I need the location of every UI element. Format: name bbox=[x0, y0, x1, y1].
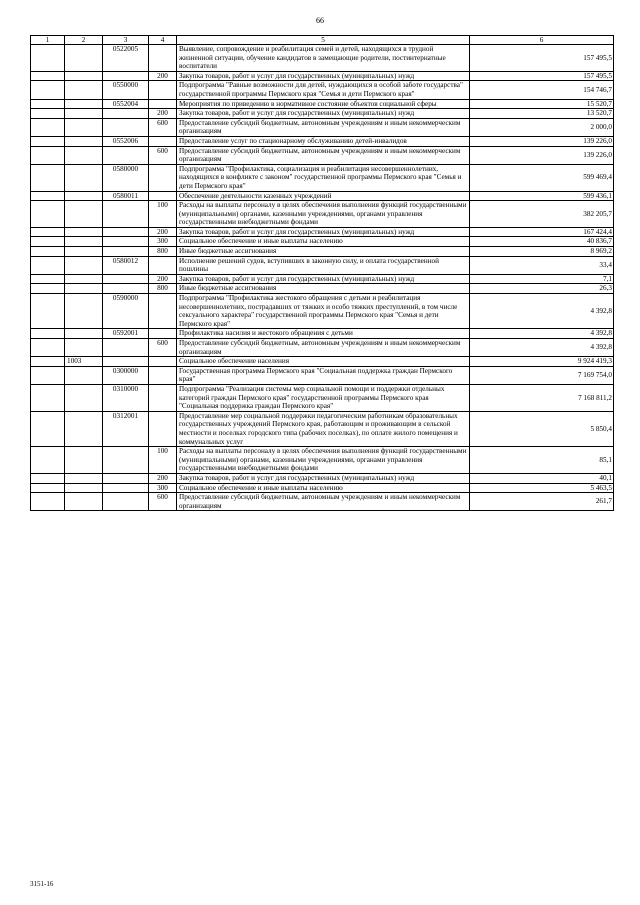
cell-target-code bbox=[103, 201, 149, 228]
table-row bbox=[31, 473, 614, 483]
column-header: 2 bbox=[65, 36, 103, 45]
cell-target-code: 0310000 bbox=[103, 384, 149, 411]
cell-amount: 15 520,7 bbox=[470, 99, 614, 109]
cell-target-code: 0580000 bbox=[103, 164, 149, 191]
cell-col1 bbox=[31, 45, 65, 72]
cell-amount: 157 495,5 bbox=[470, 45, 614, 72]
cell-amount: 4 392,8 bbox=[470, 294, 614, 329]
cell-amount: 261,7 bbox=[470, 493, 614, 511]
cell-expense-type: 600 bbox=[149, 493, 177, 511]
cell-expense-type: 200 bbox=[149, 473, 177, 483]
cell-expense-type: 200 bbox=[149, 71, 177, 81]
table-row bbox=[31, 164, 614, 191]
cell-section-code bbox=[65, 329, 103, 339]
cell-col1 bbox=[31, 357, 65, 367]
cell-description: Исполнение решений судов, вступивших в законную силу, и оплата государственной пошлины bbox=[177, 256, 470, 274]
cell-section-code bbox=[65, 483, 103, 493]
cell-target-code bbox=[103, 118, 149, 136]
cell-amount: 85,1 bbox=[470, 447, 614, 474]
cell-description: Предоставление субсидий бюджетным, автономным учреждениям и иным некоммерческим организациям bbox=[177, 493, 470, 511]
cell-target-code bbox=[103, 447, 149, 474]
cell-col1 bbox=[31, 493, 65, 511]
cell-description: Предоставление услуг по стационарному обслуживанию детей-инвалидов bbox=[177, 136, 470, 146]
cell-col1 bbox=[31, 256, 65, 274]
table-row bbox=[31, 284, 614, 294]
cell-amount: 2 000,0 bbox=[470, 118, 614, 136]
cell-section-code bbox=[65, 81, 103, 99]
cell-amount: 7 169 754,0 bbox=[470, 366, 614, 384]
cell-col1 bbox=[31, 284, 65, 294]
cell-target-code bbox=[103, 493, 149, 511]
cell-description: Иные бюджетные ассигнования bbox=[177, 284, 470, 294]
cell-expense-type: 100 bbox=[149, 201, 177, 228]
cell-col1 bbox=[31, 366, 65, 384]
cell-col1 bbox=[31, 99, 65, 109]
cell-description: Государственная программа Пермского края "Социальная поддержка граждан Пермского края" bbox=[177, 366, 470, 384]
cell-description: Обеспечение деятельности казенных учреждений bbox=[177, 191, 470, 201]
cell-section-code bbox=[65, 411, 103, 446]
cell-col1 bbox=[31, 339, 65, 357]
cell-col1 bbox=[31, 384, 65, 411]
table-row bbox=[31, 191, 614, 201]
cell-section-code bbox=[65, 237, 103, 247]
cell-expense-type: 800 bbox=[149, 247, 177, 257]
cell-target-code: 0550000 bbox=[103, 81, 149, 99]
cell-section-code bbox=[65, 45, 103, 72]
cell-expense-type bbox=[149, 256, 177, 274]
table-row bbox=[31, 237, 614, 247]
cell-section-code bbox=[65, 256, 103, 274]
table-row bbox=[31, 99, 614, 109]
cell-amount: 5 850,4 bbox=[470, 411, 614, 446]
cell-section-code bbox=[65, 71, 103, 81]
cell-target-code: 0580011 bbox=[103, 191, 149, 201]
cell-section-code bbox=[65, 284, 103, 294]
cell-expense-type bbox=[149, 81, 177, 99]
cell-target-code: 0590000 bbox=[103, 294, 149, 329]
cell-description: Закупка товаров, работ и услуг для государственных (муниципальных) нужд bbox=[177, 473, 470, 483]
cell-expense-type: 200 bbox=[149, 109, 177, 119]
table-row bbox=[31, 447, 614, 474]
cell-target-code: 0300000 bbox=[103, 366, 149, 384]
table-row bbox=[31, 201, 614, 228]
cell-expense-type bbox=[149, 99, 177, 109]
cell-description: Выявление, сопровождение и реабилитация семей и детей, находящихся в трудной жизненной ситуации, обучение кандидатов в замещающие родители, постинтернатные воспитатели bbox=[177, 45, 470, 72]
table-row bbox=[31, 366, 614, 384]
column-header: 6 bbox=[470, 36, 614, 45]
cell-expense-type: 200 bbox=[149, 227, 177, 237]
cell-target-code: 0552006 bbox=[103, 136, 149, 146]
table-row bbox=[31, 71, 614, 81]
cell-col1 bbox=[31, 71, 65, 81]
cell-target-code bbox=[103, 109, 149, 119]
cell-amount: 26,3 bbox=[470, 284, 614, 294]
cell-amount: 7,1 bbox=[470, 274, 614, 284]
table-row bbox=[31, 109, 614, 119]
cell-target-code bbox=[103, 483, 149, 493]
cell-section-code bbox=[65, 447, 103, 474]
cell-description: Расходы на выплаты персоналу в целях обеспечения выполнения функций государственными (муниципальными) органами, казенными учреждениями, органами управления государственными внебюджетными фондами bbox=[177, 447, 470, 474]
table-body bbox=[31, 45, 614, 511]
cell-target-code bbox=[103, 274, 149, 284]
cell-description: Закупка товаров, работ и услуг для государственных (муниципальных) нужд bbox=[177, 109, 470, 119]
cell-section-code bbox=[65, 164, 103, 191]
cell-section-code bbox=[65, 339, 103, 357]
cell-expense-type bbox=[149, 384, 177, 411]
document-code: 3151-16 bbox=[30, 880, 54, 888]
cell-amount: 5 463,5 bbox=[470, 483, 614, 493]
cell-expense-type bbox=[149, 164, 177, 191]
cell-description: Мероприятия по приведению в нормативное состояние объектов социальной сферы bbox=[177, 99, 470, 109]
cell-description: Подпрограмма "Профилактика, социализация и реабилитация несовершеннолетних, находящихся в конфликте с законом" государственной программы Пермского края "Семья и дети Пермского края" bbox=[177, 164, 470, 191]
cell-amount: 40,1 bbox=[470, 473, 614, 483]
cell-col1 bbox=[31, 274, 65, 284]
cell-section-code: 1003 bbox=[65, 357, 103, 367]
table-row bbox=[31, 274, 614, 284]
cell-expense-type bbox=[149, 357, 177, 367]
cell-amount: 154 746,7 bbox=[470, 81, 614, 99]
cell-section-code bbox=[65, 201, 103, 228]
cell-section-code bbox=[65, 247, 103, 257]
table-row bbox=[31, 294, 614, 329]
cell-expense-type bbox=[149, 136, 177, 146]
cell-col1 bbox=[31, 191, 65, 201]
cell-description: Закупка товаров, работ и услуг для государственных (муниципальных) нужд bbox=[177, 227, 470, 237]
cell-col1 bbox=[31, 118, 65, 136]
table-row bbox=[31, 411, 614, 446]
budget-table bbox=[30, 35, 614, 511]
cell-section-code bbox=[65, 109, 103, 119]
cell-target-code: 0552004 bbox=[103, 99, 149, 109]
cell-expense-type bbox=[149, 191, 177, 201]
cell-section-code bbox=[65, 191, 103, 201]
cell-target-code: 0522005 bbox=[103, 45, 149, 72]
cell-col1 bbox=[31, 81, 65, 99]
cell-section-code bbox=[65, 384, 103, 411]
cell-description: Закупка товаров, работ и услуг для государственных (муниципальных) нужд bbox=[177, 71, 470, 81]
cell-amount: 167 424,4 bbox=[470, 227, 614, 237]
cell-section-code bbox=[65, 493, 103, 511]
cell-amount: 40 836,7 bbox=[470, 237, 614, 247]
cell-col1 bbox=[31, 294, 65, 329]
cell-expense-type: 300 bbox=[149, 237, 177, 247]
cell-amount: 139 226,0 bbox=[470, 146, 614, 164]
table-row bbox=[31, 45, 614, 72]
cell-col1 bbox=[31, 329, 65, 339]
cell-col1 bbox=[31, 136, 65, 146]
cell-amount: 599 436,1 bbox=[470, 191, 614, 201]
cell-amount: 8 969,2 bbox=[470, 247, 614, 257]
table-row bbox=[31, 81, 614, 99]
cell-col1 bbox=[31, 227, 65, 237]
cell-target-code bbox=[103, 247, 149, 257]
cell-expense-type bbox=[149, 45, 177, 72]
cell-target-code bbox=[103, 284, 149, 294]
column-header: 3 bbox=[103, 36, 149, 45]
cell-col1 bbox=[31, 473, 65, 483]
cell-target-code bbox=[103, 473, 149, 483]
cell-amount: 382 205,7 bbox=[470, 201, 614, 228]
cell-description: Иные бюджетные ассигнования bbox=[177, 247, 470, 257]
cell-amount: 4 392,8 bbox=[470, 339, 614, 357]
cell-col1 bbox=[31, 483, 65, 493]
cell-amount: 139 226,0 bbox=[470, 136, 614, 146]
cell-description: Подпрограмма "Профилактика жестокого обращения с детьми и реабилитация несовершеннолетних, пострадавших от тяжких и особо тяжких преступлений, в том числе сексуального характера" государственной программы Пермского края "Семья и дети Пермского края" bbox=[177, 294, 470, 329]
table-row bbox=[31, 136, 614, 146]
cell-description: Социальное обеспечение и иные выплаты населению bbox=[177, 237, 470, 247]
table-row bbox=[31, 483, 614, 493]
cell-expense-type: 600 bbox=[149, 146, 177, 164]
cell-description: Предоставление субсидий бюджетным, автономным учреждениям и иным некоммерческим организациям bbox=[177, 146, 470, 164]
cell-amount: 157 495,5 bbox=[470, 71, 614, 81]
table-row bbox=[31, 329, 614, 339]
cell-expense-type: 800 bbox=[149, 284, 177, 294]
cell-col1 bbox=[31, 447, 65, 474]
cell-section-code bbox=[65, 274, 103, 284]
cell-section-code bbox=[65, 227, 103, 237]
table-row bbox=[31, 256, 614, 274]
table-row bbox=[31, 384, 614, 411]
cell-description: Социальное обеспечение населения bbox=[177, 357, 470, 367]
table-row bbox=[31, 493, 614, 511]
table-row bbox=[31, 339, 614, 357]
table-row bbox=[31, 247, 614, 257]
cell-description: Подпрограмма "Реализация системы мер социальной помощи и поддержки отдельных категорий граждан Пермского края" государственной программы Пермского края "Социальная поддержка граждан Пермского края" bbox=[177, 384, 470, 411]
page-number: 66 bbox=[316, 16, 324, 25]
cell-description: Предоставление субсидий бюджетным, автономным учреждениям и иным некоммерческим организациям bbox=[177, 339, 470, 357]
cell-expense-type: 600 bbox=[149, 339, 177, 357]
column-header: 5 bbox=[177, 36, 470, 45]
cell-description: Профилактика насилия и жестокого обращения с детьми bbox=[177, 329, 470, 339]
cell-description: Предоставление мер социальной поддержки педагогическим работникам образовательных государственных учреждений Пермского края, работающим и проживающим в сельской местности и поселках городского типа (рабочих поселках), по оплате жилого помещения и коммунальных услуг bbox=[177, 411, 470, 446]
cell-target-code: 0312001 bbox=[103, 411, 149, 446]
cell-col1 bbox=[31, 109, 65, 119]
cell-section-code bbox=[65, 366, 103, 384]
table-row bbox=[31, 227, 614, 237]
cell-amount: 4 392,8 bbox=[470, 329, 614, 339]
column-header: 1 bbox=[31, 36, 65, 45]
cell-amount: 7 168 811,2 bbox=[470, 384, 614, 411]
cell-expense-type bbox=[149, 294, 177, 329]
table-header-row bbox=[31, 36, 614, 45]
table-row bbox=[31, 118, 614, 136]
cell-expense-type bbox=[149, 411, 177, 446]
table-row bbox=[31, 146, 614, 164]
cell-target-code: 0592001 bbox=[103, 329, 149, 339]
cell-target-code bbox=[103, 146, 149, 164]
cell-description: Закупка товаров, работ и услуг для государственных (муниципальных) нужд bbox=[177, 274, 470, 284]
cell-target-code bbox=[103, 357, 149, 367]
cell-target-code bbox=[103, 339, 149, 357]
cell-expense-type bbox=[149, 366, 177, 384]
cell-col1 bbox=[31, 146, 65, 164]
cell-amount: 13 520,7 bbox=[470, 109, 614, 119]
cell-description: Предоставление субсидий бюджетным, автономным учреждениям и иным некоммерческим организациям bbox=[177, 118, 470, 136]
cell-section-code bbox=[65, 294, 103, 329]
budget-table-container bbox=[30, 35, 613, 511]
cell-target-code bbox=[103, 71, 149, 81]
cell-expense-type: 200 bbox=[149, 274, 177, 284]
cell-amount: 599 469,4 bbox=[470, 164, 614, 191]
cell-amount: 33,4 bbox=[470, 256, 614, 274]
cell-description: Социальное обеспечение и иные выплаты населению bbox=[177, 483, 470, 493]
cell-col1 bbox=[31, 237, 65, 247]
cell-col1 bbox=[31, 201, 65, 228]
cell-expense-type: 300 bbox=[149, 483, 177, 493]
column-header: 4 bbox=[149, 36, 177, 45]
cell-col1 bbox=[31, 411, 65, 446]
cell-expense-type bbox=[149, 329, 177, 339]
cell-amount: 9 924 419,3 bbox=[470, 357, 614, 367]
table-row bbox=[31, 357, 614, 367]
cell-section-code bbox=[65, 118, 103, 136]
cell-target-code: 0580012 bbox=[103, 256, 149, 274]
cell-section-code bbox=[65, 136, 103, 146]
cell-description: Расходы на выплаты персоналу в целях обеспечения выполнения функций государственными (муниципальными) органами, казенными учреждениями, органами управления государственными внебюджетными фондами bbox=[177, 201, 470, 228]
cell-target-code bbox=[103, 237, 149, 247]
cell-section-code bbox=[65, 473, 103, 483]
cell-expense-type: 600 bbox=[149, 118, 177, 136]
cell-col1 bbox=[31, 164, 65, 191]
cell-section-code bbox=[65, 146, 103, 164]
cell-expense-type: 100 bbox=[149, 447, 177, 474]
cell-description: Подпрограмма "Равные возможности для детей, нуждающихся в особой заботе государства" государственной программы Пермского края "Семья и дети Пермского края" bbox=[177, 81, 470, 99]
cell-col1 bbox=[31, 247, 65, 257]
cell-target-code bbox=[103, 227, 149, 237]
cell-section-code bbox=[65, 99, 103, 109]
